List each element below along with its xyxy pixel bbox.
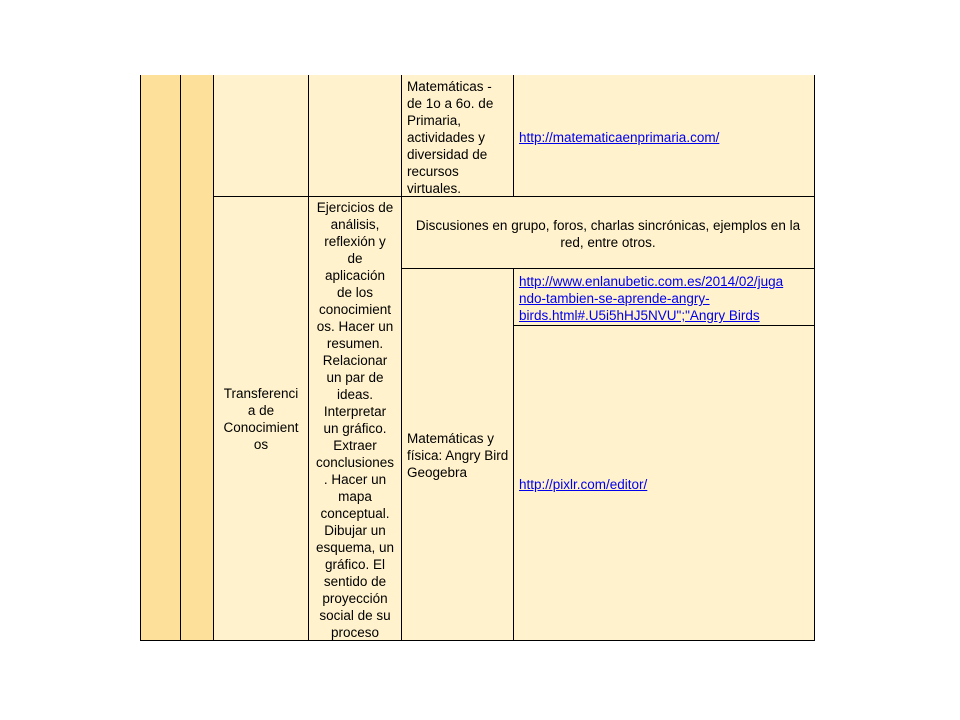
activities-line: Interpretar: [323, 404, 387, 419]
grid-line: [401, 268, 815, 269]
activities-line: ideas.: [336, 387, 374, 402]
stage-label: [214, 385, 308, 453]
row2-subject: Matemáticas y física: Angry Bird Geogebra: [407, 431, 509, 480]
grid-line: [513, 325, 815, 326]
link1-line: http://www.enlanubetic.com.es/2014/02/juga: [519, 274, 784, 289]
activities-line: . Hacer un: [323, 472, 387, 487]
activities-line: conocimient: [318, 302, 392, 317]
activities-text: [309, 199, 401, 641]
activities-line: de: [347, 251, 363, 266]
activities-line: proceso: [330, 625, 380, 640]
grid-line: [513, 268, 514, 641]
table-body-bg: [214, 75, 814, 640]
grid-line: [140, 640, 815, 641]
activities-line: de los: [336, 285, 374, 300]
activities-line: conceptual.: [320, 506, 390, 521]
stage-line: Conocimient: [223, 420, 299, 435]
row1-link[interactable]: http://matematicaenprimaria.com/: [519, 130, 720, 145]
activities-line: reflexión y: [324, 234, 386, 249]
activities-line: aplicación: [324, 268, 386, 283]
stage-line: os: [253, 437, 269, 452]
activities-line: Relacionar: [322, 353, 388, 368]
grid-line: [513, 75, 514, 197]
link1-line: birds.html#.U5i5hHJ5NVU";"Angry Birds: [519, 308, 760, 323]
row2-link1[interactable]: [519, 273, 811, 324]
activities-line: Ejercicios de: [316, 200, 394, 215]
activities-line: análisis,: [330, 217, 380, 232]
stage-line: Transferenci: [223, 386, 299, 401]
activities-line: un gráfico.: [323, 421, 387, 436]
activities-line: social de su: [319, 608, 391, 623]
activities-line: Dibujar un: [324, 523, 386, 538]
grid-line: [814, 75, 815, 641]
grid-line: [180, 75, 181, 641]
activities-line: mapa: [338, 489, 372, 504]
tools-text: Discusiones en grupo, foros, charlas sincrónicas, ejemplos en la red, entre otros.: [415, 218, 801, 250]
row2-link2-cell: [519, 476, 809, 493]
row1-link-cell: [519, 129, 809, 146]
activities-line: Extraer: [333, 438, 377, 453]
activities-line: gráfico. El: [324, 557, 386, 572]
link1-line: ndo-tambien-se-aprende-angry-: [519, 291, 710, 306]
activities-line: os. Hacer un: [316, 319, 394, 334]
activities-line: conclusiones: [315, 455, 395, 470]
row2-link1-cell: [519, 273, 811, 324]
activities-line: esquema, un: [315, 540, 395, 555]
left-band-2: [181, 75, 213, 640]
activities-line: proyección: [322, 591, 388, 606]
grid-line: [140, 75, 141, 641]
activities-line: resumen.: [326, 336, 384, 351]
activities-line: sentido de: [323, 574, 387, 589]
grid-line: [401, 75, 402, 641]
grid-line: [213, 196, 815, 197]
row2-link2[interactable]: http://pixlr.com/editor/: [519, 477, 648, 492]
grid-line: [213, 75, 214, 641]
row1-subject: Matemáticas - de 1o a 6o. de Primaria, actividades y diversidad de recursos virtuales.: [407, 79, 494, 196]
left-band-1: [141, 75, 180, 640]
activities-line: un par de: [326, 370, 384, 385]
stage-line: a de: [247, 403, 275, 418]
